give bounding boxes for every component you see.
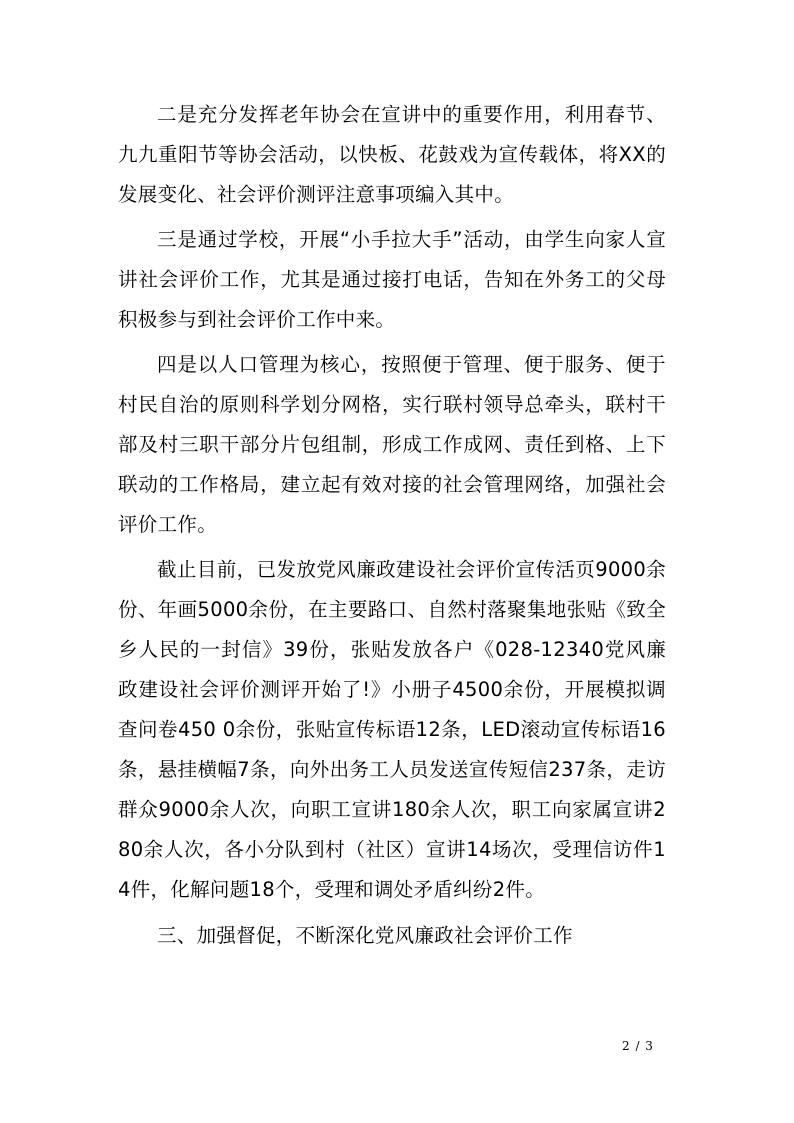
document-body	[118, 95, 666, 956]
paragraph-grid-management: 四是以人口管理为核心，按照便于管理、便于服务、便于村民自治的原则科学划分网格，实行联村领导总牵头，联村干部及村三职干部分片包组制，形成工作成网、责任到格、上下联动的工作格局，建立起有效对接的社会管理网络，加强社会评价工作。	[118, 353, 666, 536]
paragraph-school-campaign: 三是通过学校，开展“小手拉大手”活动，由学生向家人宣讲社会评价工作，尤其是通过接打电话，告知在外务工的父母积极参与到社会评价工作中来。	[118, 228, 666, 331]
page-number: 2 / 3	[622, 1039, 654, 1053]
section-heading: 三、加强督促，不断深化党风廉政社会评价工作	[157, 924, 573, 947]
paragraph-elderly-association: 二是充分发挥老年协会在宣讲中的重要作用，利用春节、九九重阳节等协会活动，以快板、花鼓戏为宣传载体，将XX的发展变化、社会评价测评注意事项编入其中。	[118, 103, 666, 206]
paragraph-statistics: 截止目前，已发放党风廉政建设社会评价宣传活页9000余份、年画5000余份，在主要路口、自然村落聚集地张贴《致全乡人民的一封信》39份，张贴发放各户《028-12340党风廉政建设社会评价测评开始了!》小册子4500余份，开展模拟调查问卷450 0余份，张贴宣传标语12条，LED滚动宣传标语16条，悬挂横幅7条，向外出务工人员发送宣传短信237条，走访群众9000余人次，向职工宣讲180余人次，职工向家属宣讲2 80余人次，各小分队到村（社区）宣讲14场次，受理信访件14件，化解问题18个，受理和调处矛盾纠纷2件。	[118, 558, 666, 901]
